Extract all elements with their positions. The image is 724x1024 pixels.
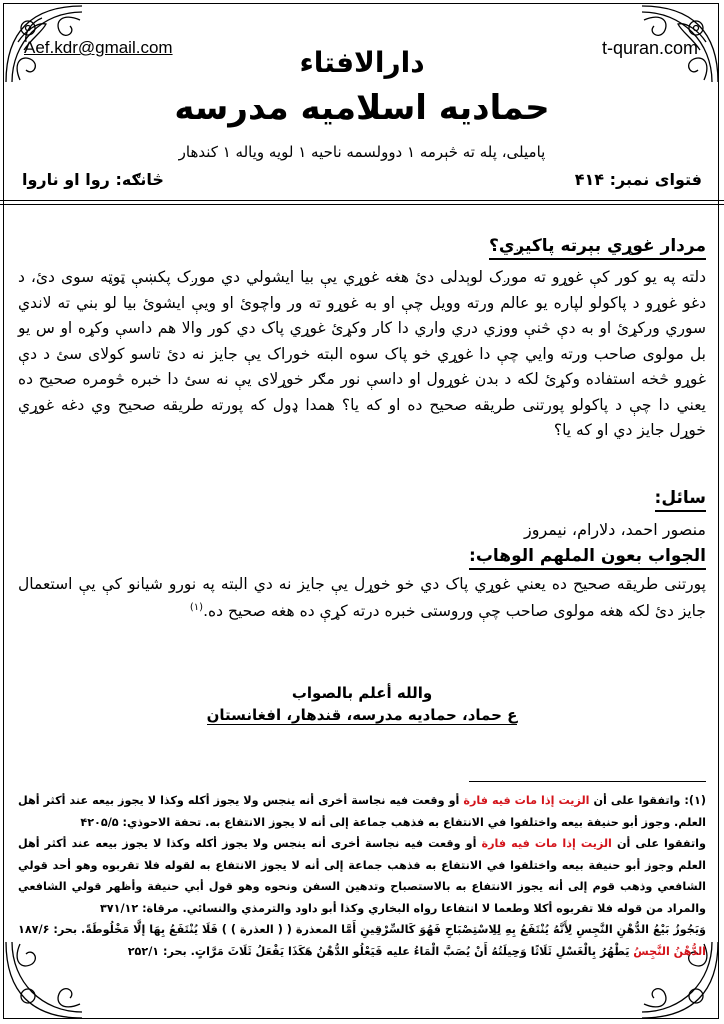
question-body: دلته په یو کور کې غوړو ته موږک لوېدلی دئ هغه غوړي یې بیا ایشولي دي موږک پکښې ټوټه سوی دئ، د دغو غوړو د پاکولو لپاره یو عالم ورته وویل چې او به غوړو ته ور واچوئ او ویې ایشوئ بیا لو بني ته لاندي سوري ورکړئ او به دې څنې ووزي دري واري دا کار وکړئ غوړي پاک دي کور والا هم داسې وکړه او س یو بل مولوی صاحب ورته وایي چې دا غوړي خو پاک سوه البته خوراک یې جایز نه دئ تاسو کولای سئ د دې غوړو څخه استفاده وکړئ لکه د بدن غوړول او داسې نور مګر خوړلای یې نه سئ دا خبره څومره صحیح ده یعني دا چې د پاکولو پورتنی طریقه صحیح ده او که یا؟ همدا ډول که پورته طریقه صحیح وي دغه غوړي خوړل جایز دي او که یا؟ bbox=[18, 268, 706, 439]
footnote-highlight: الزيت إذا مات فيه فارة bbox=[463, 794, 590, 807]
email-link[interactable]: Aef.kdr@gmail.com bbox=[24, 38, 173, 57]
footnote-highlight: الدُّهْنُ النَّجِسُ bbox=[633, 944, 706, 958]
footnote-paragraph bbox=[18, 790, 706, 833]
footnote-text: أو وقعت فيه نجاسة أخرى أنه ينجس ولا يجوز أكله وكذا لا يجوز بيعه عند أكثر أهل العلم وجوز أبو حنيفة بيعه واختلفوا في الانتفاع به فذهب جماعة إلى أنه لا يجوز الانتفاع به لقوله فلا تقربوه وهو أحد قولي الشافعي وذهب قوم إلى أنه يجوز الانتفاع به بالاستصباح وتدهين السفن ونحوه وهو قول أبي حنيفة وأظهر قولي الشافعي والمراد من قوله فلا تقربوه أكلا وطعما لا انتفاعا رواه البخاري وكذا أبو داود والترمذي والنسائي. مرقاة: ۳۷۱/۱۲ bbox=[18, 837, 706, 915]
institution-title: دارالافتاء bbox=[299, 46, 425, 79]
footnote-text: : واتفقوا على أن bbox=[589, 794, 689, 807]
school-name: حمادیه اسلامیه مدرسه bbox=[174, 88, 550, 128]
footnote-text: واتفقوا على أن bbox=[611, 837, 706, 850]
question-heading: مردار غوړي بېرته پاکیږي؟ bbox=[489, 236, 706, 260]
footnote-text: وَيَجُوزُ بَيْعُ الدُّهْنِ النَّجِسِ لِأَنَّهُ يُنْتَفَعُ بِهِ لِلِاسْتِصْبَاحِ فَهُوَ كَالسِّرْقِينِ أَمَّا المعذرة ( ( العذرة ) ) فَلَا يُنْتَفَعُ بِهَا إلَّا مَخْلُوطَةً. بحر: ۱۸۷/۶ bbox=[18, 923, 706, 936]
answer-body bbox=[18, 573, 706, 623]
fatwa-number: فتوای نمبر: ۴۱۴ bbox=[574, 170, 702, 189]
footnote-divider bbox=[469, 781, 706, 782]
footnote-marker: (١) bbox=[688, 794, 706, 807]
closing-formula: والله أعلم بالصواب bbox=[291, 684, 433, 702]
signature-text: ع حماد، حمادیه مدرسه، قندهار، افغانستان bbox=[206, 706, 518, 724]
signature-line bbox=[0, 706, 724, 724]
answer-heading: الجواب بعون الملهم الوهاب: bbox=[469, 546, 706, 570]
address-line: پامیلی، پله ته څېرمه ١ دوولسمه ناحیه ١ لویه ویاله ١ کندهار bbox=[178, 143, 546, 161]
footnote-text: أو وقعت فيه نجاسة أخرى أنه ينجس ولا يجوز أكله وكذا لا يجوز بيعه عند أكثر أهل العلم. وجوز أبو حنيفة بيعه واختلفوا في الانتفاع به فذهب جماعة إلى أنه لا يجوز الانتفاع به. تحفة الاحوذي: ۴۲۰۵/۵ bbox=[18, 794, 706, 829]
footnote-ref[interactable]: (١) bbox=[189, 602, 204, 613]
questioner-heading: سائل: bbox=[655, 488, 706, 512]
website-link[interactable]: t-quran.com bbox=[601, 38, 698, 58]
footnote-paragraph bbox=[18, 919, 706, 962]
topic-category: څانګه: روا او ناروا bbox=[22, 170, 164, 189]
answer-text: پورتنی طریقه صحیح ده یعني غوړي پاک دي خو خوړل یې جایز نه دي البته په نورو شیانو کې یې استعمال جایز دئ لکه هغه مولوی صاحب چې وروستی خبره درته کړې ده هغه صحیح ده. bbox=[18, 575, 706, 621]
questioner-name: منصور احمد، دلارام، نیمروز bbox=[524, 520, 706, 539]
footnote-highlight: الزيت إذا مات فيه فارة bbox=[481, 837, 612, 850]
footnote-block bbox=[18, 790, 706, 962]
footnote-paragraph bbox=[18, 833, 706, 919]
footnote-text: يَطْهُرُ بِالْغَسْلِ ثَلَاثًا وَحِيلَتُهُ أَنْ يُصَبَّ الْمَاءُ عليه فَيَعْلُو الدُّهْنُ هَكَذَا يَفْعَلُ ثَلَاثَ مَرَّاتٍ. بحر: ۲۵۲/۱ bbox=[127, 944, 634, 958]
header-divider bbox=[0, 204, 724, 205]
header-divider bbox=[0, 200, 724, 201]
